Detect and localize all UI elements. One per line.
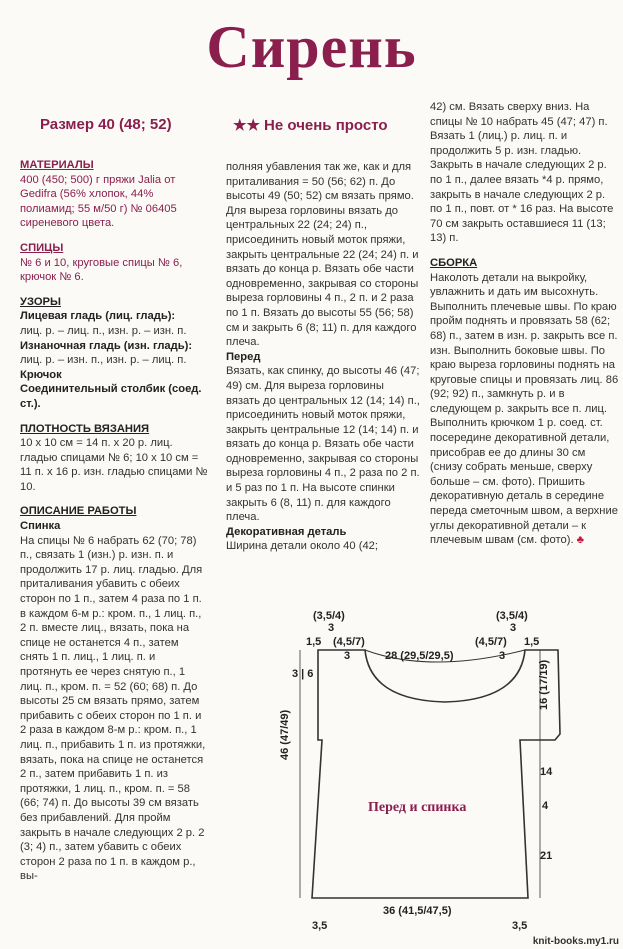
dim-left-top: 3 | 6 (292, 668, 314, 680)
assembly-heading: СБОРКА (430, 256, 478, 269)
density-text: 10 х 10 см = 14 п. х 20 р. лиц. гладью спицами № 6; 10 х 10 см = 11 п. х 16 р. изн. гладью спицами № 10. (20, 437, 208, 493)
density-heading: ПЛОТНОСТЬ ВЯЗАНИЯ (20, 422, 150, 435)
watermark: knit-books.my1.ru (532, 936, 619, 947)
front-heading: Перед (226, 350, 261, 363)
dim-l3: 3 (344, 650, 351, 662)
dim-right-14: 14 (540, 766, 553, 778)
dim-r-mid: (4,5/7) (475, 636, 507, 648)
dim-right-4: 4 (542, 800, 549, 812)
dim-top-right-b: 3 (510, 622, 517, 634)
dim-top-left-a: (3,5/4) (313, 610, 345, 622)
materials-text: 400 (450; 500) г пряжи Jalia от Gedifra (56% хлопок, 44% полиамид; 55 м/50 г) № 06405 сиреневого цвета. (20, 173, 177, 230)
dim-r3: 3 (499, 650, 506, 662)
dim-l-mid: (4,5/7) (333, 636, 365, 648)
deco-heading: Декоративная деталь (226, 525, 347, 538)
needles-heading: СПИЦЫ (20, 241, 64, 254)
back-heading: Спинка (20, 520, 61, 533)
front-text: Вязать, как спинку, до высоты 46 (47; 49) см. Для выреза горловины вязать до центральных 12 (14; 14) п., присоединить новый моток пряжи, закрыть центральные 12 (14; 14) п. и вязать до конца р. Вязать обе части одновременно, закрывая со стороны выреза горловины 4 п., 2 раза по 2 п. и 5 раз по 1 п. На высоте спинки закрыть 6 (8, 11) п. для каждого плеча. (226, 365, 420, 524)
club-icon: ♣ (576, 534, 584, 547)
size-line: Размер 40 (48; 52) (40, 116, 172, 133)
garment-outline (312, 650, 560, 898)
difficulty: ★★ Не очень просто (233, 117, 388, 134)
assembly-body: Наколоть детали на выкройку, увлажнить и дать им высохнуть. Выполнить плечевые швы. По краю пройм поднять и провязать 58 (62; 68) п., затем в изн. р. закрыть все п. изн. Выполнить боковые швы. По краю выреза горловины поднять на круговые спицы и провязать лиц. 86 (92; 92) п., замкнуть р. и в следующем р. закрыть все п. лиц. Выполнить крючком 1 р. соед. ст. посередине декоративной детали, присобрав ее до длины 30 см (снизу собрать меньше, сверху больше – см. фото). Пришить декоративную деталь в середине переда сметочным швом, а верхние углы декоративной детали – к плечевым швам (см. фото). (430, 271, 619, 547)
diagram-label: Перед и спинка (368, 800, 467, 815)
dim-left-height: 46 (47/49) (279, 709, 291, 760)
back-text-cont: полняя убавления так же, как и для приталивания = 50 (56; 62) п. До высоты 49 (50; 52) см вязать прямо. Для выреза горловины вязать до центральных 22 (24; 24) п., присоединить новый моток пряжи, закрыть центральные 22 (24; 24) п. и вязать до конца р. Вязать обе части одновременно, закрывая со стороны выреза горловины 4 п., 2 п. и 2 раза по 1 п. Вязать до высоты 55 (56; 58) см и закрыть 6 (8; 11) п. для каждого плеча. (226, 161, 419, 349)
pattern-3-heading: Крючок (20, 368, 62, 381)
page-title: Сирень (206, 14, 417, 80)
column-2 (226, 160, 420, 554)
back-text: На спицы № 6 набрать 62 (70; 78) п., связать 1 (изн.) р. изн. п. и продолжить 17 р. лиц. гладью. Для приталивания убавить с обеих сторон по 1 п., затем 4 раза по 1 п. в каждом 6-м р.: кром. п., 1 лиц. п., 2 п. вместе лиц., вязать, пока на спице не останется 4 п., затем снять 1 п. лиц., 1 лиц. п. и протянуть ее через снятую п., 1 лиц. п., кром. п. = 52 (60; 68) п. До высоты 25 см вязать прямо, затем прибавить с обеих сторон по 1 п. и 2 раза в каждом 8-м р.: кром. п., 1 лиц. п., прибавить 1 п. из протяжки, вязать, пока на спице не останется 2 п., затем прибавить 1 п. из протяжки, 1 лиц. п., кром. п. = 58 (66; 74) п. До высоты 39 см вязать без прибавлений. Для пройм закрыть в начале следующих 2 р. 2 (3; 4) п., затем убавить с обеих сторон 2 раза по 1 п. в каждом р., вы- (20, 534, 206, 883)
dim-top-left-b: 3 (328, 622, 335, 634)
dim-top-right-a: (3,5/4) (496, 610, 528, 622)
pattern-2-heading: Изнаночная гладь (изн. гладь): (20, 339, 193, 352)
dim-neck: 28 (29,5/29,5) (385, 650, 454, 662)
pattern-1-text: лиц. р. – лиц. п., изн. р. – изн. п. (20, 324, 187, 337)
patterns-heading: УЗОРЫ (20, 295, 61, 308)
description-heading: ОПИСАНИЕ РАБОТЫ (20, 505, 137, 518)
dim-right-16: 16 (17/19) (538, 659, 550, 710)
materials-heading: МАТЕРИАЛЫ (20, 159, 94, 171)
dim-bottom-right: 3,5 (512, 920, 528, 932)
dim-right-21: 21 (540, 850, 553, 862)
dim-bottom: 36 (41,5/47,5) (383, 905, 452, 917)
pattern-2-text: лиц. р. – изн. п., изн. р. – лиц. п. (20, 354, 187, 367)
deco-text-cont: 42) см. Вязать сверху вниз. На спицы № 10 набрать 45 (47; 47) п. Вязать 1 (лиц.) р. лиц. п. и продолжить 5 р. изн. гладью. Закрыть в начале следующих 2 р. по 1 п., далее вязать *4 р. прямо, закрыть в начале следующих 2 р. по 1 п., повт. от * 16 раз. На высоте 70 см закрыть оставшиеся 11 (13; 13) п. (430, 101, 614, 245)
column-3 (430, 100, 620, 548)
assembly-text (430, 271, 620, 548)
deco-text: Ширина детали около 40 (42; (226, 540, 378, 553)
pattern-1-heading: Лицевая гладь (лиц. гладь): (20, 310, 176, 323)
dim-bottom-left: 3,5 (312, 920, 328, 932)
dim-l15: 1,5 (306, 636, 322, 648)
pattern-4-heading: Соединительный столбик (соед. ст.). (20, 383, 202, 410)
needles-text: № 6 и 10, круговые спицы № 6, крючок № 6. (20, 256, 183, 284)
column-1 (20, 158, 210, 884)
dim-r15: 1,5 (524, 636, 540, 648)
